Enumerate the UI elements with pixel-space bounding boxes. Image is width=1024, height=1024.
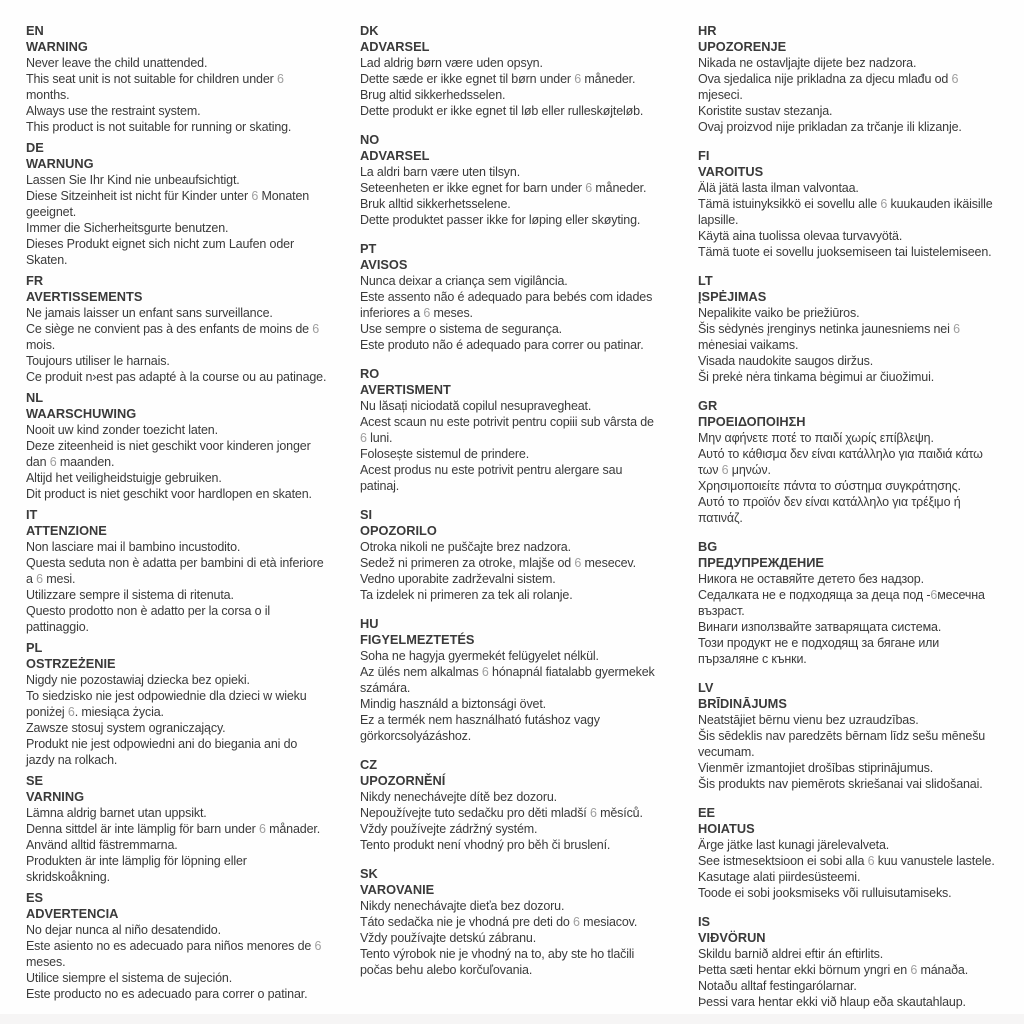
- digit-6: 6: [312, 322, 320, 336]
- warning-title-si: OPOZORILO: [360, 523, 437, 538]
- lang-code-gr: GR: [698, 398, 718, 413]
- warning-section-pl: [26, 640, 360, 768]
- warning-line: Acest produs nu este potrivit pentru alergare sau: [360, 463, 623, 477]
- warning-line: mjeseci.: [698, 88, 743, 102]
- warning-section-cz: [360, 757, 698, 853]
- warning-line: Lassen Sie Ihr Kind nie unbeaufsichtigt.: [26, 173, 240, 187]
- warning-line: Este produto não é adequado para correr ou patinar.: [360, 338, 644, 352]
- warning-line: Dette produktet passer ikke for løping eller skøyting.: [360, 213, 641, 227]
- digit-6: 6: [36, 572, 43, 586]
- warning-line: Seteenheten er ikke egnet for barn under 6 måneder.: [360, 181, 647, 195]
- digit-6: 6: [423, 306, 431, 320]
- warning-line: Immer die Sicherheitsgurte benutzen.: [26, 221, 229, 235]
- warning-line: Toujours utiliser le harnais.: [26, 354, 170, 368]
- warning-line: Þessi vara hentar ekki við hlaup eða skautahlaup.: [698, 995, 966, 1009]
- digit-6: 6: [251, 189, 259, 203]
- digit-6: 6: [573, 915, 580, 929]
- warning-line: mois.: [26, 338, 56, 352]
- warning-line: Folosește sistemul de prindere.: [360, 447, 530, 461]
- warning-line: meses.: [26, 955, 66, 969]
- warning-line: No dejar nunca al niño desatendido.: [26, 923, 221, 937]
- warning-line: Vienmēr izmantojiet drošības stiprinājumus.: [698, 761, 934, 775]
- warning-section-is: [698, 914, 1024, 1010]
- warning-section-es: [26, 890, 360, 1002]
- warning-section-it: [26, 507, 360, 635]
- warning-title-pl: OSTRZEŻENIE: [26, 656, 116, 671]
- warning-line: Produkt nie jest odpowiedni ani do biegania ani do: [26, 737, 298, 751]
- warning-line: Mindig használd a biztonsági övet.: [360, 697, 546, 711]
- warning-section-sk: [360, 866, 698, 978]
- digit-6: 6: [880, 197, 888, 211]
- lang-code-lv: LV: [698, 680, 714, 695]
- warning-line: Nikdy nenechávejte dítě bez dozoru.: [360, 790, 557, 804]
- warning-title-hu: FIGYELMEZTETÉS: [360, 632, 475, 647]
- lang-code-hu: HU: [360, 616, 379, 631]
- warning-line: Brug altid sikkerhedsselen.: [360, 88, 506, 102]
- warning-title-lv: BRĪDINĀJUMS: [698, 696, 787, 711]
- lang-code-bg: BG: [698, 539, 718, 554]
- warning-line: Χρησιμοποιείτε πάντα το σύστημα συγκράτησης.: [698, 479, 961, 493]
- warning-line: Dieses Produkt eignet sich nicht zum Laufen oder: [26, 237, 294, 251]
- warning-line: Lämna aldrig barnet utan uppsikt.: [26, 806, 207, 820]
- warning-line: Μην αφήνετε ποτέ το παιδί χωρίς επίβλεψη.: [698, 431, 934, 445]
- warning-line: Ce siège ne convient pas à des enfants de moins de 6: [26, 322, 320, 336]
- warning-line: Visada naudokite saugos diržus.: [698, 354, 874, 368]
- warning-line: Nu lăsați niciodată copilul nesupravegheat.: [360, 399, 592, 413]
- digit-6: 6: [589, 806, 597, 820]
- warning-section-lt: [698, 273, 1024, 385]
- warning-line: Никога не оставяйте детето без надзор.: [698, 572, 924, 586]
- digit-6: 6: [67, 705, 75, 719]
- warning-title-gr: ΠΡΟΕΙΔΟΠΟΙΗΣΗ: [698, 414, 806, 429]
- warning-line: Questa seduta non è adatta per bambini di età inferiore: [26, 556, 324, 570]
- warning-line: Þetta sæti hentar ekki börnum yngri en 6 mánaða.: [698, 963, 969, 977]
- warning-title-is: VIÐVÖRUN: [698, 930, 766, 945]
- warning-line: Nepoužívejte tuto sedačku pro děti mladší 6 měsíců.: [360, 806, 643, 820]
- warning-line: των 6 μηνών.: [698, 463, 771, 477]
- warning-line: Neatstājiet bērnu vienu bez uzraudzības.: [698, 713, 919, 727]
- warning-line: skridskoåkning.: [26, 870, 110, 884]
- warning-title-no: ADVARSEL: [360, 148, 430, 163]
- column-3: [698, 23, 1024, 1023]
- warning-line: This seat unit is not suitable for children under 6: [26, 72, 284, 86]
- warning-line: Dit product is niet geschikt voor hardlopen en skaten.: [26, 487, 312, 501]
- warning-title-hr: UPOZORENJE: [698, 39, 787, 54]
- warning-line: dan 6 maanden.: [26, 455, 115, 469]
- digit-6: 6: [276, 72, 284, 86]
- warning-section-hr: [698, 23, 1024, 135]
- warning-section-de: [26, 140, 360, 268]
- warning-line: Acest scaun nu este potrivit pentru copiii sub vârsta de: [360, 415, 654, 429]
- warning-line: Az ülés nem alkalmas 6 hónapnál fiatalabb gyermekek: [360, 665, 655, 679]
- warning-line: Αυτό το κάθισμα δεν είναι κατάλληλο για παιδιά κάτω: [698, 447, 983, 461]
- warning-line: poniżej 6. miesiąca życia.: [26, 705, 164, 719]
- column-2: [360, 23, 698, 1023]
- warning-section-bg: [698, 539, 1024, 667]
- warning-section-fi: [698, 148, 1024, 260]
- warning-line: inferiores a 6 meses.: [360, 306, 473, 320]
- warning-line: Toode ei sobi jooksmiseks või rulluisutamiseks.: [698, 886, 952, 900]
- warning-line: πατινάζ.: [698, 511, 743, 525]
- warning-line: a 6 mesi.: [26, 572, 76, 586]
- warning-title-ro: AVERTISMENT: [360, 382, 451, 397]
- warning-line: La aldri barn være uten tilsyn.: [360, 165, 521, 179]
- warning-section-ro: [360, 366, 698, 494]
- lang-code-fr: FR: [26, 273, 44, 288]
- warning-line: This product is not suitable for running or skating.: [26, 120, 292, 134]
- warning-line: Denna sittdel är inte lämplig för barn under 6 månader.: [26, 822, 321, 836]
- warning-line: Soha ne hagyja gyermekét felügyelet nélkül.: [360, 649, 599, 663]
- digit-6: 6: [721, 463, 729, 477]
- warning-line: lapsille.: [698, 213, 739, 227]
- warning-line: Ce produit n›est pas adapté à la course ou au patinage.: [26, 370, 327, 384]
- warning-line: pattinaggio.: [26, 620, 89, 634]
- warning-line: Zawsze stosuj system ograniczający.: [26, 721, 226, 735]
- warning-line: Vždy používajte detskú zábranu.: [360, 931, 537, 945]
- warning-line: Vedno uporabite zadrževalni sistem.: [360, 572, 556, 586]
- warning-line: Dette produkt er ikke egnet til løb eller rulleskøjteløb.: [360, 104, 644, 118]
- warning-section-dk: [360, 23, 698, 119]
- digit-6: 6: [951, 72, 959, 86]
- warning-line: Ta izdelek ni primeren za tek ali rolanje.: [360, 588, 573, 602]
- warning-line: Bruk alltid sikkerhetsselene.: [360, 197, 511, 211]
- warning-title-ee: HOIATUS: [698, 821, 755, 836]
- warning-section-se: [26, 773, 360, 885]
- warning-line: Diese Sitzeinheit ist nicht für Kinder unter 6 Monaten: [26, 189, 310, 203]
- warning-line: Nunca deixar a criança sem vigilância.: [360, 274, 568, 288]
- warning-line: számára.: [360, 681, 411, 695]
- lang-code-pl: PL: [26, 640, 43, 655]
- digit-6: 6: [481, 665, 489, 679]
- warning-line: Ärge jätke last kunagi järelevalveta.: [698, 838, 890, 852]
- lang-code-ro: RO: [360, 366, 380, 381]
- lang-code-no: NO: [360, 132, 380, 147]
- warning-title-it: ATTENZIONE: [26, 523, 107, 538]
- lang-code-pt: PT: [360, 241, 377, 256]
- warning-line: geeignet.: [26, 205, 77, 219]
- warning-line: Otroka nikoli ne puščajte brez nadzora.: [360, 540, 571, 554]
- digit-6: 6: [49, 455, 57, 469]
- warning-line: Never leave the child unattended.: [26, 56, 208, 70]
- warning-line: počas behu alebo korčuľovania.: [360, 963, 533, 977]
- warning-line: Använd alltid fästremmarna.: [26, 838, 178, 852]
- warning-line: Produkten är inte lämplig för löpning eller: [26, 854, 247, 868]
- warning-line: görkorcsolyázáshoz.: [360, 729, 472, 743]
- warning-line: Седалката не е подходяща за деца под -6месечна: [698, 588, 985, 602]
- warning-line: Älä jätä lasta ilman valvontaa.: [698, 181, 859, 195]
- warning-line: Tämä tuote ei sovellu juoksemiseen tai luistelemiseen.: [698, 245, 992, 259]
- digit-6: 6: [574, 556, 582, 570]
- warning-line: Questo prodotto non è adatto per la corsa o il: [26, 604, 270, 618]
- digit-6: 6: [360, 431, 367, 445]
- warning-line: Este producto no es adecuado para correr o patinar.: [26, 987, 308, 1001]
- warning-line: Skildu barnið aldrei eftir án eftirlits.: [698, 947, 884, 961]
- warning-title-es: ADVERTENCIA: [26, 906, 119, 921]
- lang-code-it: IT: [26, 507, 38, 522]
- warning-line: Nepalikite vaiko be priežiūros.: [698, 306, 860, 320]
- warning-section-gr: [698, 398, 1024, 526]
- warning-line: Käytä aina tuolissa olevaa turvavyötä.: [698, 229, 903, 243]
- column-1: [26, 23, 360, 1023]
- warning-line: Šis sėdynės įrenginys netinka jaunesniems nei 6: [698, 322, 960, 336]
- warning-section-nl: [26, 390, 360, 502]
- warning-title-nl: WAARSCHUWING: [26, 406, 137, 421]
- lang-code-se: SE: [26, 773, 44, 788]
- lang-code-lt: LT: [698, 273, 713, 288]
- warning-line: Este assento não é adequado para bebés com idades: [360, 290, 653, 304]
- lang-code-ee: EE: [698, 805, 716, 820]
- warning-line: Nikada ne ostavljajte dijete bez nadzora.: [698, 56, 917, 70]
- warning-line: Този продукт не е подходящ за бягане или: [698, 636, 940, 650]
- warning-line: patinaj.: [360, 479, 400, 493]
- lang-code-sk: SK: [360, 866, 378, 881]
- digit-6: 6: [930, 588, 938, 602]
- warning-title-en: WARNING: [26, 39, 88, 54]
- warning-line: Lad aldrig børn være uden opsyn.: [360, 56, 543, 70]
- page-edge-shadow: [0, 1014, 1024, 1024]
- warning-line: Altijd het veiligheidstuigje gebruiken.: [26, 471, 222, 485]
- lang-code-de: DE: [26, 140, 44, 155]
- warning-line: Ovaj proizvod nije prikladan za trčanje ili klizanje.: [698, 120, 962, 134]
- warning-line: Always use the restraint system.: [26, 104, 201, 118]
- digit-6: 6: [314, 939, 322, 953]
- warning-title-bg: ПРЕДУПРЕЖДЕНИЕ: [698, 555, 824, 570]
- warning-section-fr: [26, 273, 360, 385]
- warning-title-se: VARNING: [26, 789, 85, 804]
- digit-6: 6: [585, 181, 593, 195]
- digit-6: 6: [867, 854, 875, 868]
- warning-line: Vždy používejte zádržný systém.: [360, 822, 538, 836]
- lang-code-si: SI: [360, 507, 373, 522]
- warning-line: Kasutage alati piirdesüsteemi.: [698, 870, 861, 884]
- warning-line: Nooit uw kind zonder toezicht laten.: [26, 423, 218, 437]
- warning-line: months.: [26, 88, 70, 102]
- warning-line: See istmesektsioon ei sobi alla 6 kuu vanustele lastele.: [698, 854, 995, 868]
- warning-title-pt: AVISOS: [360, 257, 408, 272]
- warning-section-ee: [698, 805, 1024, 901]
- warning-line: Šis produkts nav piemērots skriešanai vai slidošanai.: [698, 777, 983, 791]
- digit-6: 6: [574, 72, 582, 86]
- lang-code-dk: DK: [360, 23, 379, 38]
- warning-line: Αυτό το προϊόν δεν είναι κατάλληλο για τρέξιμο ή: [698, 495, 961, 509]
- warning-line: пързаляне с кънки.: [698, 652, 807, 666]
- warning-line: mėnesiai vaikams.: [698, 338, 799, 352]
- warning-line: To siedzisko nie jest odpowiednie dla dzieci w wieku: [26, 689, 307, 703]
- warning-line: Notaðu alltaf festingarólarnar.: [698, 979, 857, 993]
- warning-title-lt: ĮSPĖJIMAS: [698, 289, 767, 304]
- warning-line: Tämä istuinyksikkö ei sovellu alle 6 kuukauden ikäisille: [698, 197, 993, 211]
- warning-line: Use sempre o sistema de segurança.: [360, 322, 562, 336]
- warning-title-fr: AVERTISSEMENTS: [26, 289, 143, 304]
- warning-line: vecumam.: [698, 745, 755, 759]
- warning-title-sk: VAROVANIE: [360, 882, 435, 897]
- warning-line: Skaten.: [26, 253, 68, 267]
- warning-section-si: [360, 507, 698, 603]
- warning-line: Dette sæde er ikke egnet til børn under 6 måneder.: [360, 72, 636, 86]
- warning-line: Винаги използвайте затварящата система.: [698, 620, 942, 634]
- warning-section-hu: [360, 616, 698, 744]
- lang-code-nl: NL: [26, 390, 44, 405]
- warning-title-de: WARNUNG: [26, 156, 94, 171]
- warning-section-no: [360, 132, 698, 228]
- warning-line: Utilice siempre el sistema de sujeción.: [26, 971, 233, 985]
- warning-line: Utilizzare sempre il sistema di ritenuta.: [26, 588, 234, 602]
- warning-line: възраст.: [698, 604, 745, 618]
- digit-6: 6: [910, 963, 918, 977]
- warning-section-pt: [360, 241, 698, 353]
- warning-title-fi: VAROITUS: [698, 164, 764, 179]
- warning-line: jazdy na rolkach.: [26, 753, 118, 767]
- warning-line: Nikdy nenechávajte dieťa bez dozoru.: [360, 899, 565, 913]
- digit-6: 6: [258, 822, 266, 836]
- warning-line: Tento výrobok nie je vhodný na to, aby ste ho tlačili: [360, 947, 635, 961]
- warning-line: Koristite sustav stezanja.: [698, 104, 833, 118]
- lang-code-es: ES: [26, 890, 44, 905]
- lang-code-cz: CZ: [360, 757, 378, 772]
- warning-line: Este asiento no es adecuado para niños menores de 6: [26, 939, 322, 953]
- lang-code-en: EN: [26, 23, 44, 38]
- warning-line: Ez a termék nem használható futáshoz vagy: [360, 713, 600, 727]
- warning-line: Táto sedačka nie je vhodná pre deti do 6 mesiacov.: [360, 915, 638, 929]
- warning-title-dk: ADVARSEL: [360, 39, 430, 54]
- warning-line: Ova sjedalica nije prikladna za djecu mlađu od 6: [698, 72, 959, 86]
- warning-line: Sedež ni primeren za otroke, mlajše od 6 mesecev.: [360, 556, 636, 570]
- warning-line: 6 luni.: [360, 431, 393, 445]
- warning-line: Ne jamais laisser un enfant sans surveillance.: [26, 306, 273, 320]
- lang-code-hr: HR: [698, 23, 717, 38]
- digit-6: 6: [953, 322, 960, 336]
- warning-line: Deze ziteenheid is niet geschikt voor kinderen jonger: [26, 439, 311, 453]
- warning-line: Ši prekė nėra tinkama bėgimui ar čiuožimui.: [698, 370, 935, 384]
- lang-code-is: IS: [698, 914, 711, 929]
- warning-line: Šis sēdeklis nav paredzēts bērnam līdz sešu mēnešu: [698, 729, 986, 743]
- warning-title-cz: UPOZORNĚNÍ: [360, 773, 446, 788]
- warning-section-en: [26, 23, 360, 135]
- warning-section-lv: [698, 680, 1024, 792]
- warning-line: Nigdy nie pozostawiaj dziecka bez opieki.: [26, 673, 250, 687]
- warning-line: Tento produkt není vhodný pro běh či bruslení.: [360, 838, 611, 852]
- lang-code-fi: FI: [698, 148, 710, 163]
- warning-line: Non lasciare mai il bambino incustodito.: [26, 540, 241, 554]
